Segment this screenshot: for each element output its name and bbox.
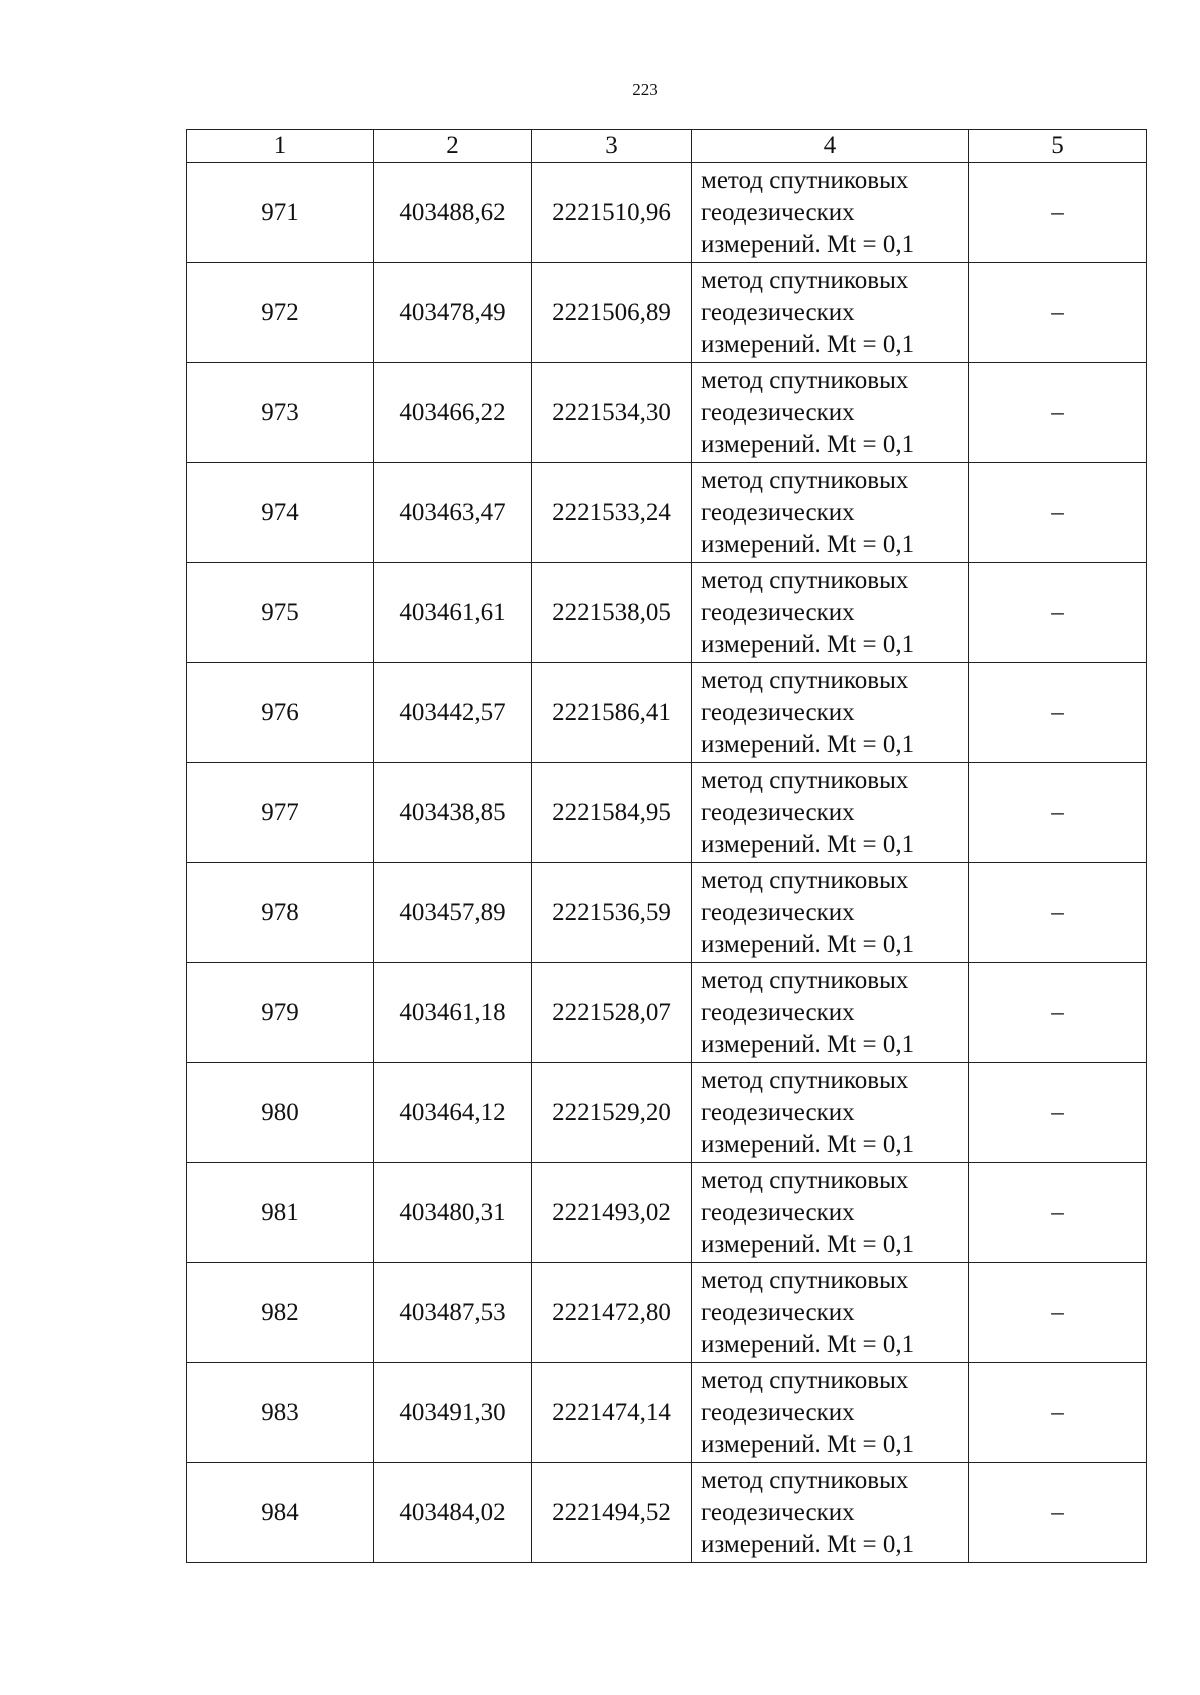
method-text-line: геодезических — [701, 198, 855, 226]
note-cell: – — [969, 963, 1147, 1063]
table-row — [187, 1163, 1147, 1263]
method-text-line: измерений. Mt = 0,1 — [701, 630, 915, 658]
table-header — [187, 130, 1147, 163]
table-row — [187, 763, 1147, 863]
method-text-line: измерений. Mt = 0,1 — [701, 1330, 915, 1358]
point-number-cell: 977 — [187, 763, 374, 863]
table-row — [187, 863, 1147, 963]
x-coordinate-cell: 403438,85 — [374, 763, 532, 863]
method-text-line: измерений. Mt = 0,1 — [701, 330, 915, 358]
method-text-line: метод спутниковых — [701, 366, 909, 394]
method-cell — [692, 563, 969, 663]
y-coordinate-cell: 2221533,24 — [532, 463, 692, 563]
header-col-3: 3 — [532, 130, 692, 163]
method-text-line: геодезических — [701, 798, 855, 826]
y-coordinate-cell: 2221529,20 — [532, 1063, 692, 1163]
method-cell — [692, 1163, 969, 1263]
table-row — [187, 963, 1147, 1063]
method-text-line: геодезических — [701, 598, 855, 626]
point-number-cell: 979 — [187, 963, 374, 1063]
table-row — [187, 1463, 1147, 1563]
table-row — [187, 563, 1147, 663]
method-cell — [692, 663, 969, 763]
method-text-line: метод спутниковых — [701, 1166, 909, 1194]
note-cell: – — [969, 1263, 1147, 1363]
method-text-line: геодезических — [701, 898, 855, 926]
method-cell — [692, 363, 969, 463]
y-coordinate-cell: 2221528,07 — [532, 963, 692, 1063]
method-text-line: геодезических — [701, 1498, 855, 1526]
x-coordinate-cell: 403480,31 — [374, 1163, 532, 1263]
method-text-line: метод спутниковых — [701, 1066, 909, 1094]
method-text-line: измерений. Mt = 0,1 — [701, 430, 915, 458]
x-coordinate-cell: 403478,49 — [374, 263, 532, 363]
y-coordinate-cell: 2221584,95 — [532, 763, 692, 863]
x-coordinate-cell: 403457,89 — [374, 863, 532, 963]
point-number-cell: 981 — [187, 1163, 374, 1263]
note-cell: – — [969, 1163, 1147, 1263]
x-coordinate-cell: 403463,47 — [374, 463, 532, 563]
method-cell — [692, 463, 969, 563]
y-coordinate-cell: 2221506,89 — [532, 263, 692, 363]
x-coordinate-cell: 403461,61 — [374, 563, 532, 663]
method-text-line: геодезических — [701, 398, 855, 426]
method-text-line: измерений. Mt = 0,1 — [701, 530, 915, 558]
table-row — [187, 663, 1147, 763]
note-cell: – — [969, 1463, 1147, 1563]
method-text-line: метод спутниковых — [701, 266, 909, 294]
x-coordinate-cell: 403484,02 — [374, 1463, 532, 1563]
point-number-cell: 982 — [187, 1263, 374, 1363]
method-text-line: геодезических — [701, 498, 855, 526]
x-coordinate-cell: 403464,12 — [374, 1063, 532, 1163]
x-coordinate-cell: 403488,62 — [374, 163, 532, 263]
y-coordinate-cell: 2221494,52 — [532, 1463, 692, 1563]
y-coordinate-cell: 2221493,02 — [532, 1163, 692, 1263]
method-text-line: метод спутниковых — [701, 566, 909, 594]
method-text-line: метод спутниковых — [701, 666, 909, 694]
method-text-line: геодезических — [701, 1198, 855, 1226]
method-text-line: измерений. Mt = 0,1 — [701, 930, 915, 958]
y-coordinate-cell: 2221474,14 — [532, 1363, 692, 1463]
y-coordinate-cell: 2221586,41 — [532, 663, 692, 763]
y-coordinate-cell: 2221534,30 — [532, 363, 692, 463]
method-text-line: геодезических — [701, 298, 855, 326]
table-row — [187, 1063, 1147, 1163]
header-col-2: 2 — [374, 130, 532, 163]
table-row — [187, 463, 1147, 563]
method-cell — [692, 963, 969, 1063]
method-cell — [692, 863, 969, 963]
x-coordinate-cell: 403487,53 — [374, 1263, 532, 1363]
point-number-cell: 980 — [187, 1063, 374, 1163]
point-number-cell: 976 — [187, 663, 374, 763]
point-number-cell: 973 — [187, 363, 374, 463]
method-cell — [692, 1463, 969, 1563]
point-number-cell: 975 — [187, 563, 374, 663]
table-row — [187, 1263, 1147, 1363]
note-cell: – — [969, 463, 1147, 563]
method-cell — [692, 263, 969, 363]
method-text-line: измерений. Mt = 0,1 — [701, 1530, 915, 1558]
method-text-line: геодезических — [701, 1298, 855, 1326]
y-coordinate-cell: 2221538,05 — [532, 563, 692, 663]
note-cell: – — [969, 1363, 1147, 1463]
method-text-line: геодезических — [701, 698, 855, 726]
method-text-line: метод спутниковых — [701, 166, 909, 194]
method-text-line: геодезических — [701, 1398, 855, 1426]
note-cell: – — [969, 363, 1147, 463]
point-number-cell: 984 — [187, 1463, 374, 1563]
method-text-line: метод спутниковых — [701, 866, 909, 894]
method-text-line: геодезических — [701, 998, 855, 1026]
method-text-line: измерений. Mt = 0,1 — [701, 1130, 915, 1158]
note-cell: – — [969, 863, 1147, 963]
table-row — [187, 163, 1147, 263]
header-col-1: 1 — [187, 130, 374, 163]
method-text-line: измерений. Mt = 0,1 — [701, 830, 915, 858]
point-number-cell: 972 — [187, 263, 374, 363]
note-cell: – — [969, 563, 1147, 663]
method-text-line: измерений. Mt = 0,1 — [701, 1430, 915, 1458]
point-number-cell: 983 — [187, 1363, 374, 1463]
table-row — [187, 263, 1147, 363]
method-text-line: метод спутниковых — [701, 1366, 909, 1394]
x-coordinate-cell: 403491,30 — [374, 1363, 532, 1463]
note-cell: – — [969, 1063, 1147, 1163]
method-text-line: метод спутниковых — [701, 466, 909, 494]
y-coordinate-cell: 2221536,59 — [532, 863, 692, 963]
header-col-4: 4 — [692, 130, 969, 163]
method-cell — [692, 1363, 969, 1463]
point-number-cell: 978 — [187, 863, 374, 963]
method-text-line: метод спутниковых — [701, 1266, 909, 1294]
x-coordinate-cell: 403461,18 — [374, 963, 532, 1063]
method-cell — [692, 763, 969, 863]
note-cell: – — [969, 763, 1147, 863]
method-cell — [692, 1263, 969, 1363]
note-cell: – — [969, 163, 1147, 263]
note-cell: – — [969, 663, 1147, 763]
y-coordinate-cell: 2221472,80 — [532, 1263, 692, 1363]
page-number: 223 — [632, 80, 658, 99]
note-cell: – — [969, 263, 1147, 363]
point-number-cell: 974 — [187, 463, 374, 563]
method-cell — [692, 1063, 969, 1163]
method-text-line: измерений. Mt = 0,1 — [701, 230, 915, 258]
x-coordinate-cell: 403442,57 — [374, 663, 532, 763]
method-cell — [692, 163, 969, 263]
method-text-line: метод спутниковых — [701, 966, 909, 994]
method-text-line: геодезических — [701, 1098, 855, 1126]
table-row — [187, 1363, 1147, 1463]
method-text-line: метод спутниковых — [701, 766, 909, 794]
x-coordinate-cell: 403466,22 — [374, 363, 532, 463]
method-text-line: измерений. Mt = 0,1 — [701, 1230, 915, 1258]
table-row — [187, 363, 1147, 463]
y-coordinate-cell: 2221510,96 — [532, 163, 692, 263]
method-text-line: измерений. Mt = 0,1 — [701, 1030, 915, 1058]
coordinates-table — [186, 129, 1147, 1563]
header-row — [187, 130, 1147, 163]
point-number-cell: 971 — [187, 163, 374, 263]
table-body — [187, 163, 1147, 1563]
method-text-line: метод спутниковых — [701, 1466, 909, 1494]
header-col-5: 5 — [969, 130, 1147, 163]
method-text-line: измерений. Mt = 0,1 — [701, 730, 915, 758]
